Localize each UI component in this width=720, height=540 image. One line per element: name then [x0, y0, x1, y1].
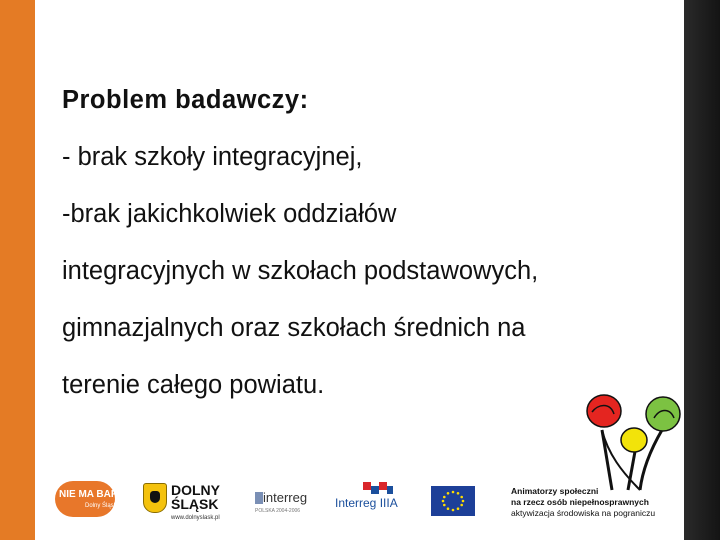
slide-line-4: gimnazjalnych oraz szkołach średnich na [62, 314, 526, 342]
slide-body [62, 72, 672, 414]
partner-logos [55, 478, 685, 528]
slide-line-1: - brak szkoły integracyjnej, [62, 143, 363, 171]
logo-dolny-slask: DOLNY ŚLĄSK www.dolnyslask.pl [143, 481, 263, 525]
eu-flag-icon [431, 486, 475, 516]
logo-interreg-3a: Interreg IIIA [333, 480, 423, 524]
left-accent-bar [0, 0, 35, 540]
logo-animatorzy: Animatorzy społeczni na rzecz osób niepełnosprawnych aktywizacja środowiska na pograniczu [511, 486, 656, 518]
logo-interreg: interreg POLSKA 2004-2006 [255, 490, 308, 514]
right-accent-bar [684, 0, 720, 540]
logo-nie-ma-barier: NIE MA BARIER. Dolny Śląsk [55, 481, 125, 521]
slide-line-3: integracyjnych w szkołach podstawowych, [62, 257, 539, 285]
eagle-emblem-icon [143, 483, 167, 513]
slide-heading: Problem badawczy: [62, 86, 309, 114]
puzzle-icon [363, 480, 393, 496]
slide-line-2: -brak jakichkolwiek oddziałów [62, 200, 397, 228]
slide-line-5: terenie całego powiatu. [62, 371, 325, 399]
